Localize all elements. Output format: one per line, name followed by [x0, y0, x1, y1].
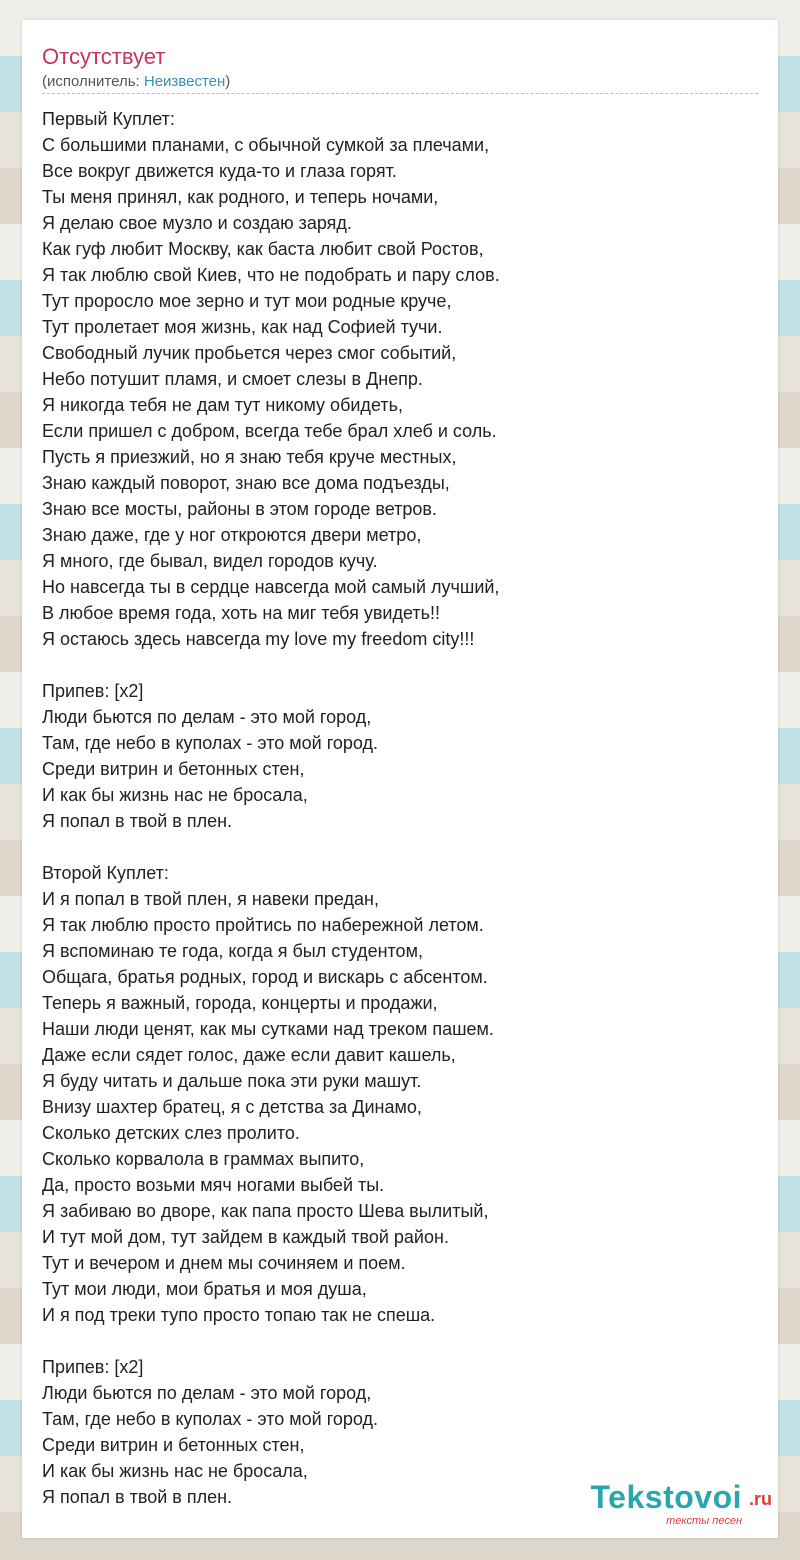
lyric-line: Там, где небо в куполах - это мой город.: [42, 733, 379, 753]
lyric-line: Люди бьются по делам - это мой город,: [42, 1383, 372, 1403]
stanza-verse-1: [42, 106, 758, 652]
lyric-line: Небо потушит пламя, и смоет слезы в Днепр.: [42, 369, 423, 389]
lyric-line: Я вспоминаю те года, когда я был студентом,: [42, 941, 423, 961]
site-logo[interactable]: [528, 1478, 778, 1538]
lyric-line: Теперь я важный, города, концерты и продажи,: [42, 993, 438, 1013]
logo-tagline: тексты песен: [666, 1515, 742, 1527]
lyric-line: В любое время года, хоть на миг тебя увидеть!!: [42, 603, 441, 623]
lyric-line: Как гуф любит Москву, как баста любит свой Ростов,: [42, 239, 484, 259]
stanza-verse-2: [42, 860, 758, 1328]
stanza-heading: Припев: [x2]: [42, 1357, 144, 1377]
lyric-line: Люди бьются по делам - это мой город,: [42, 707, 372, 727]
logo-tld: .ru: [748, 1489, 772, 1509]
lyric-line: Все вокруг движется куда-то и глаза горят.: [42, 161, 397, 181]
stanza-chorus-1: [42, 678, 758, 834]
lyric-line: Тут пролетает моя жизнь, как над Софией тучи.: [42, 317, 443, 337]
lyric-line: Если пришел с добром, всегда тебе брал хлеб и соль.: [42, 421, 497, 441]
logo-name: Tekstovoi: [590, 1479, 742, 1515]
lyric-line: И я под треки тупо просто топаю так не спеша.: [42, 1305, 436, 1325]
lyric-line: Я никогда тебя не дам тут никому обидеть,: [42, 395, 403, 415]
lyric-line: И тут мой дом, тут зайдем в каждый твой район.: [42, 1227, 449, 1247]
lyric-line: Я забиваю во дворе, как папа просто Шева вылитый,: [42, 1201, 489, 1221]
lyric-line: Сколько корвалола в граммах выпито,: [42, 1149, 365, 1169]
lyric-line: Я попал в твой в плен.: [42, 1487, 233, 1507]
artist-suffix: ): [225, 73, 231, 90]
lyric-line: С большими планами, с обычной сумкой за плечами,: [42, 135, 490, 155]
lyric-line: Но навсегда ты в сердце навсегда мой самый лучший,: [42, 577, 500, 597]
lyric-line: Тут и вечером и днем мы сочиняем и поем.: [42, 1253, 406, 1273]
lyric-line: Я так люблю свой Киев, что не подобрать и пару слов.: [42, 265, 500, 285]
artist-line: [42, 72, 230, 92]
lyric-line: Свободный лучик пробьется через смог событий,: [42, 343, 457, 363]
lyric-line: И как бы жизнь нас не бросала,: [42, 1461, 308, 1481]
lyric-line: Пусть я приезжий, но я знаю тебя круче местных,: [42, 447, 457, 467]
lyric-line: Да, просто возьми мяч ногами выбей ты.: [42, 1175, 385, 1195]
lyric-line: И я попал в твой плен, я навеки предан,: [42, 889, 379, 909]
stanza-heading: Припев: [x2]: [42, 681, 144, 701]
lyric-line: Общага, братья родных, город и вискарь с абсентом.: [42, 967, 488, 987]
lyric-line: Знаю каждый поворот, знаю все дома подъезды,: [42, 473, 450, 493]
lyric-line: Сколько детских слез пролито.: [42, 1123, 300, 1143]
lyric-line: Наши люди ценят, как мы сутками над треком пашем.: [42, 1019, 494, 1039]
lyric-line: Знаю все мосты, районы в этом городе ветров.: [42, 499, 437, 519]
lyric-line: Я остаюсь здесь навсегда my love my freedom city!!!: [42, 629, 475, 649]
header-divider: [42, 93, 758, 94]
lyric-line: Я делаю свое музло и создаю заряд.: [42, 213, 352, 233]
artist-prefix: (исполнитель:: [42, 73, 144, 90]
stanza-heading: Первый Куплет:: [42, 109, 175, 129]
artist-link[interactable]: Неизвестен: [143, 73, 226, 90]
song-title: Отсутствует: [42, 44, 166, 69]
lyric-line: Я буду читать и дальше пока эти руки машут.: [42, 1071, 422, 1091]
lyric-line: Среди витрин и бетонных стен,: [42, 1435, 305, 1455]
lyric-line: Тут проросло мое зерно и тут мои родные круче,: [42, 291, 452, 311]
lyric-line: Даже если сядет голос, даже если давит кашель,: [42, 1045, 456, 1065]
stanza-heading: Второй Куплет:: [42, 863, 169, 883]
lyric-line: Тут мои люди, мои братья и моя душа,: [42, 1279, 367, 1299]
lyric-line: Знаю даже, где у ног откроются двери метро,: [42, 525, 422, 545]
lyric-line: Я много, где бывал, видел городов кучу.: [42, 551, 378, 571]
lyric-line: Ты меня принял, как родного, и теперь ночами,: [42, 187, 439, 207]
lyric-line: Там, где небо в куполах - это мой город.: [42, 1409, 379, 1429]
lyric-line: Среди витрин и бетонных стен,: [42, 759, 305, 779]
lyrics-card: [22, 20, 778, 1538]
lyric-line: Внизу шахтер братец, я с детства за Динамо,: [42, 1097, 422, 1117]
lyric-line: И как бы жизнь нас не бросала,: [42, 785, 308, 805]
lyrics-text: [42, 106, 758, 1510]
lyric-line: Я попал в твой в плен.: [42, 811, 233, 831]
lyric-line: Я так люблю просто пройтись по набережной летом.: [42, 915, 484, 935]
